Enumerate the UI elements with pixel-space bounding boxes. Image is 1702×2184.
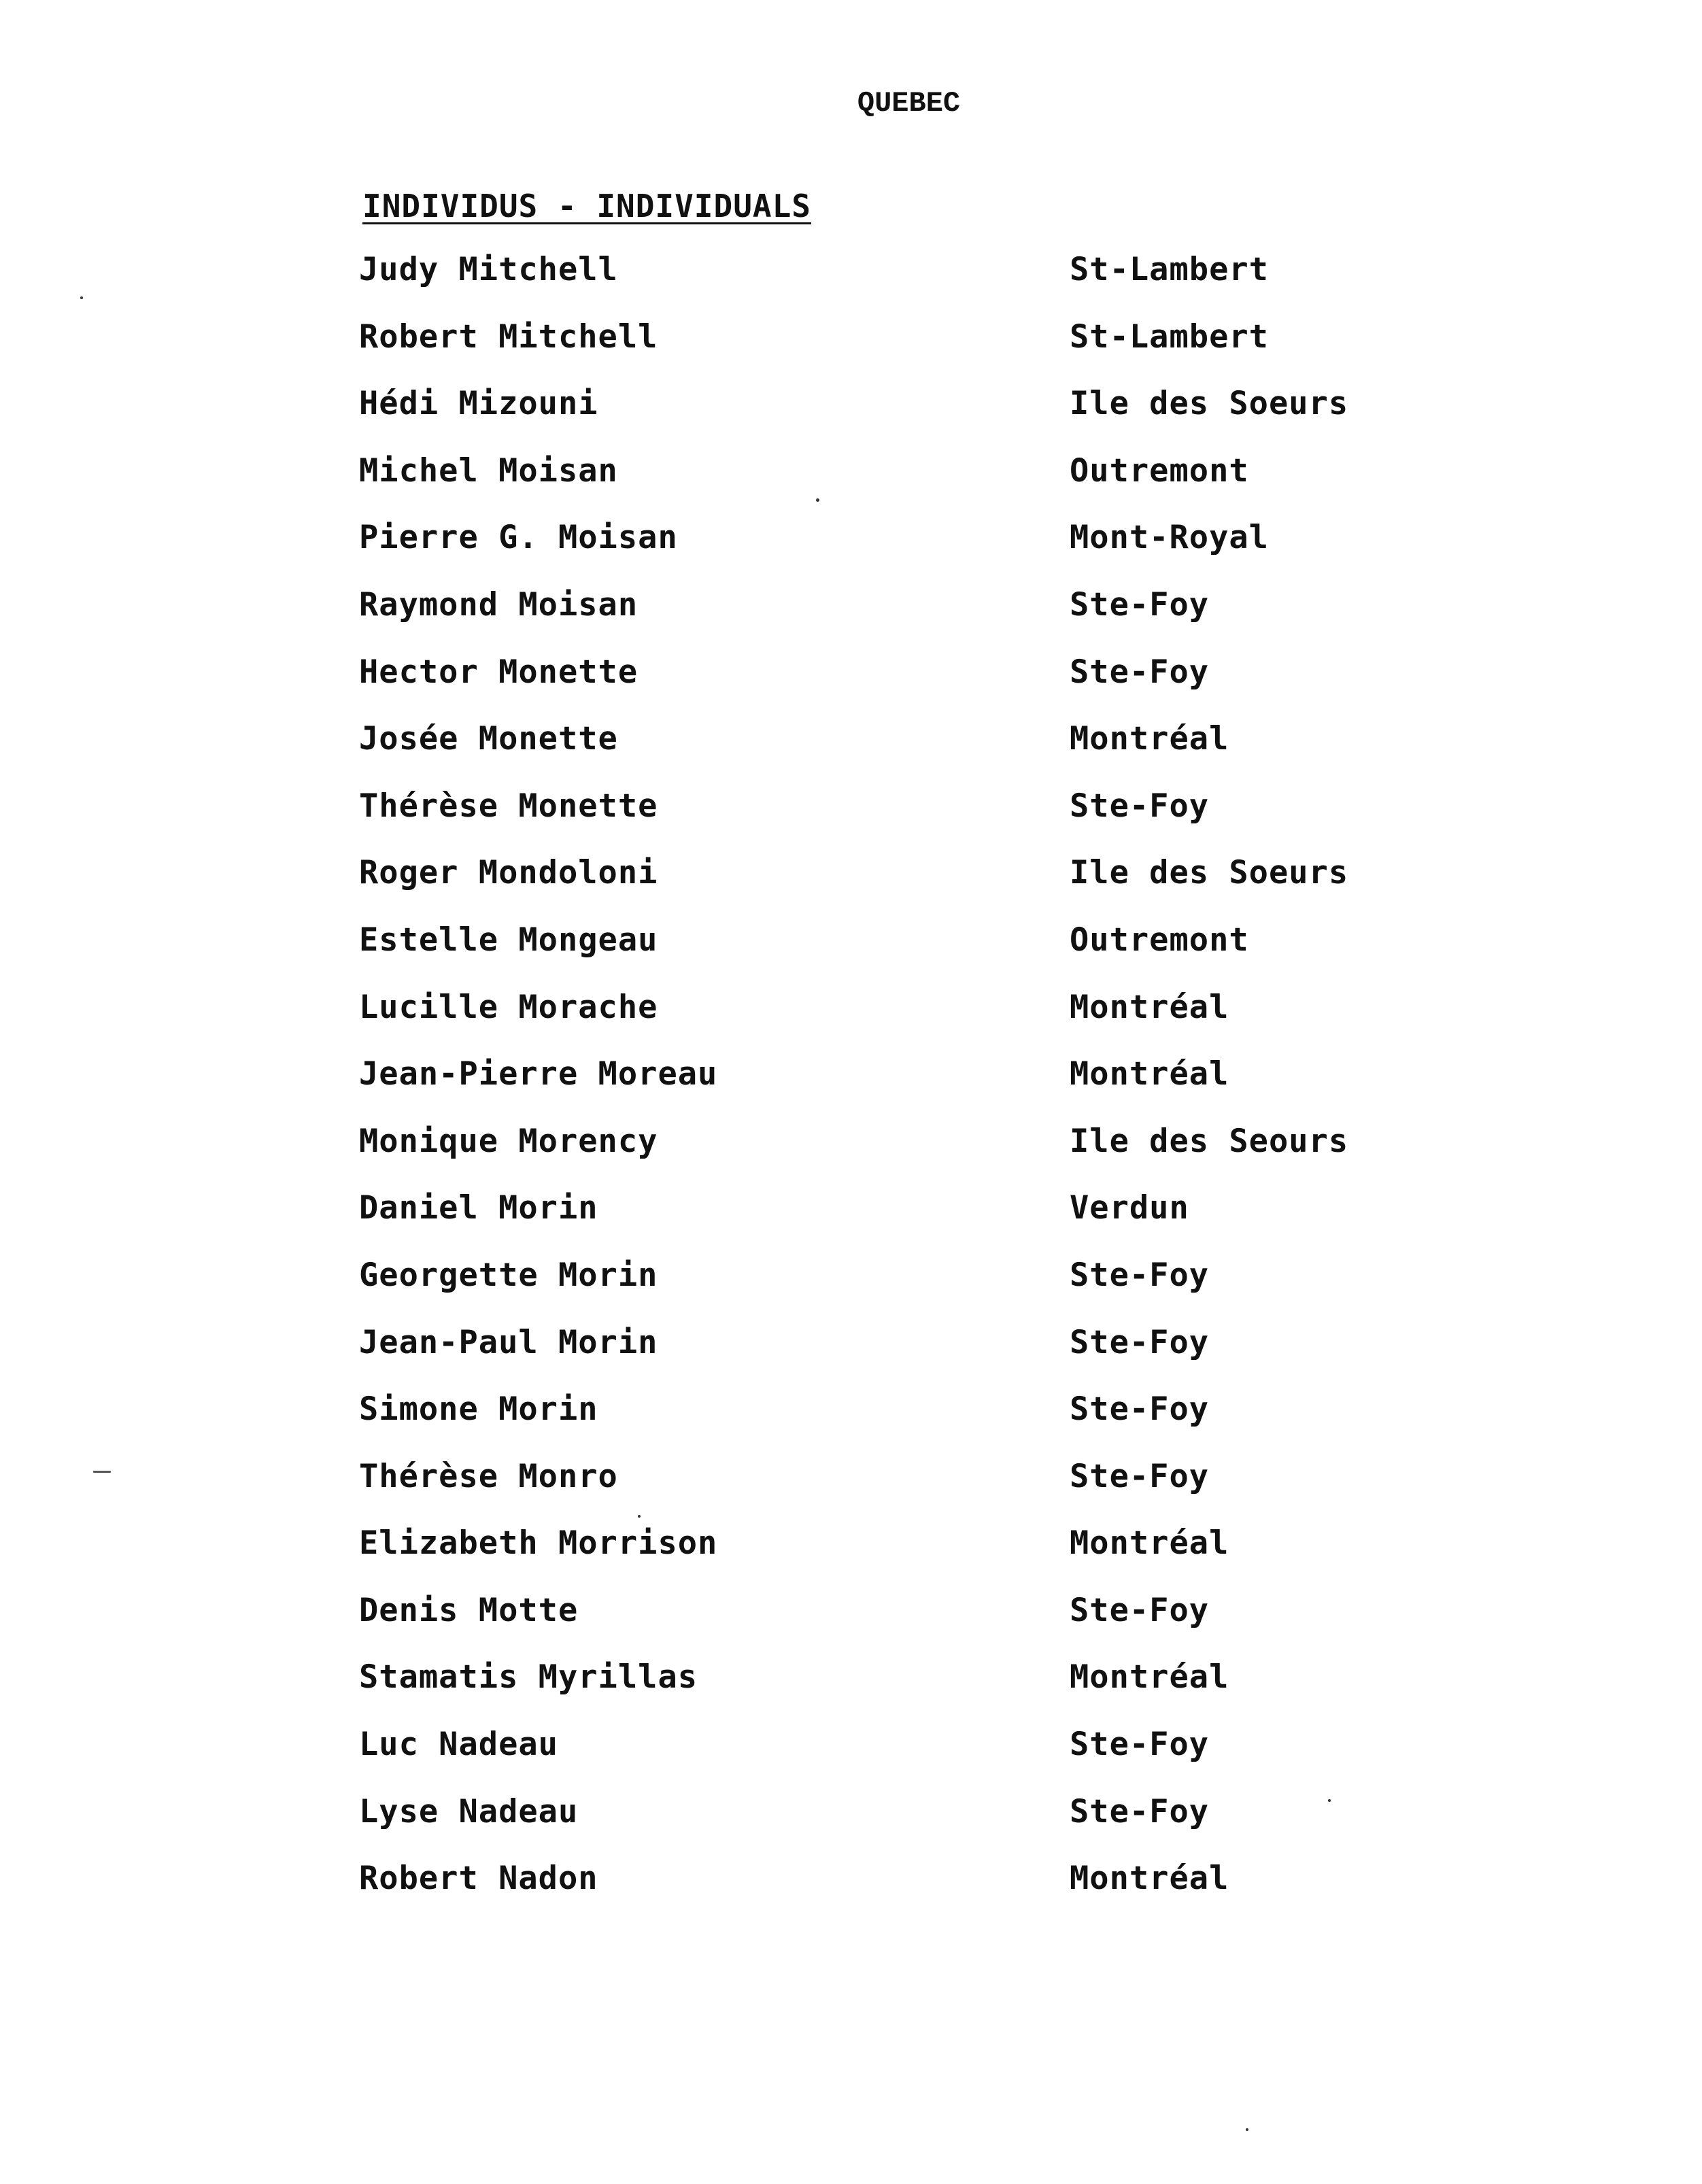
individual-city: Ste-Foy bbox=[1070, 1726, 1210, 1764]
list-item bbox=[0, 385, 1702, 452]
list-item bbox=[0, 1390, 1702, 1458]
list-item bbox=[0, 1793, 1702, 1860]
individual-city: Montréal bbox=[1070, 1524, 1229, 1563]
individual-city: St-Lambert bbox=[1070, 318, 1269, 356]
list-item bbox=[0, 1458, 1702, 1525]
individual-city: Montréal bbox=[1070, 720, 1229, 758]
list-item bbox=[0, 921, 1702, 989]
individual-name: Pierre G. Moisan bbox=[359, 519, 678, 557]
scan-speck bbox=[638, 1515, 641, 1518]
individual-city: Montréal bbox=[1070, 1055, 1229, 1093]
individual-city: Montréal bbox=[1070, 1860, 1229, 1898]
individual-city: Ste-Foy bbox=[1070, 653, 1210, 691]
list-item bbox=[0, 586, 1702, 653]
individual-name: Estelle Mongeau bbox=[359, 921, 658, 959]
individual-name: Stamatis Myrillas bbox=[359, 1658, 698, 1696]
individual-city: Montréal bbox=[1070, 988, 1229, 1026]
individual-name: Robert Nadon bbox=[359, 1860, 598, 1898]
list-item bbox=[0, 1123, 1702, 1190]
individual-name: Denis Motte bbox=[359, 1591, 579, 1629]
individual-city: Ste-Foy bbox=[1070, 787, 1210, 825]
list-item bbox=[0, 787, 1702, 855]
list-item bbox=[0, 251, 1702, 318]
scan-speck bbox=[80, 296, 83, 299]
list-item bbox=[0, 1658, 1702, 1726]
individual-city: Ste-Foy bbox=[1070, 1591, 1210, 1629]
individual-city: Ste-Foy bbox=[1070, 1390, 1210, 1429]
list-item bbox=[0, 720, 1702, 787]
individual-city: St-Lambert bbox=[1070, 251, 1269, 288]
individuals-list bbox=[0, 251, 1702, 1927]
individual-city: Ste-Foy bbox=[1070, 1457, 1210, 1495]
individual-name: Roger Mondoloni bbox=[359, 854, 658, 892]
list-item bbox=[0, 854, 1702, 921]
individual-name: Jean-Paul Morin bbox=[359, 1323, 658, 1361]
individual-name: Georgette Morin bbox=[359, 1256, 658, 1294]
individual-name: Thérèse Monro bbox=[359, 1457, 618, 1495]
individual-name: Monique Morency bbox=[359, 1122, 658, 1160]
list-item bbox=[0, 1189, 1702, 1257]
list-item bbox=[0, 989, 1702, 1056]
individual-name: Jean-Pierre Moreau bbox=[359, 1055, 718, 1093]
list-item bbox=[0, 1860, 1702, 1927]
individual-name: Raymond Moisan bbox=[359, 585, 639, 624]
page-title: QUEBEC bbox=[857, 87, 961, 120]
individual-city: Verdun bbox=[1070, 1189, 1189, 1227]
individual-city: Ste-Foy bbox=[1070, 585, 1210, 624]
list-item bbox=[0, 519, 1702, 586]
individual-name: Lyse Nadeau bbox=[359, 1792, 579, 1830]
individual-city: Ste-Foy bbox=[1070, 1792, 1210, 1830]
list-item bbox=[0, 653, 1702, 721]
scan-dash bbox=[93, 1471, 111, 1473]
individual-name: Hector Monette bbox=[359, 653, 639, 691]
individual-city: Ste-Foy bbox=[1070, 1323, 1210, 1361]
section-heading: INDIVIDUS - INDIVIDUALS bbox=[362, 188, 811, 224]
scan-speck bbox=[1246, 2128, 1248, 2131]
individual-city: Ste-Foy bbox=[1070, 1256, 1210, 1294]
list-item bbox=[0, 1055, 1702, 1123]
individual-name: Luc Nadeau bbox=[359, 1726, 558, 1764]
individual-name: Elizabeth Morrison bbox=[359, 1524, 718, 1563]
individual-name: Daniel Morin bbox=[359, 1189, 598, 1227]
individual-name: Josée Monette bbox=[359, 720, 618, 758]
list-item bbox=[0, 1592, 1702, 1659]
list-item bbox=[0, 1726, 1702, 1793]
list-item bbox=[0, 1524, 1702, 1592]
individual-name: Judy Mitchell bbox=[359, 251, 618, 288]
individual-city: Outremont bbox=[1070, 451, 1249, 490]
individual-city: Ile des Soeurs bbox=[1070, 854, 1349, 892]
individual-name: Robert Mitchell bbox=[359, 318, 658, 356]
individual-name: Hédi Mizouni bbox=[359, 385, 598, 423]
individual-city: Montréal bbox=[1070, 1658, 1229, 1696]
list-item bbox=[0, 318, 1702, 386]
list-item bbox=[0, 1257, 1702, 1324]
list-item bbox=[0, 1324, 1702, 1391]
individual-city: Ile des Soeurs bbox=[1070, 385, 1349, 423]
individual-city: Outremont bbox=[1070, 921, 1249, 959]
individual-name: Thérèse Monette bbox=[359, 787, 658, 825]
list-item bbox=[0, 452, 1702, 519]
individual-name: Michel Moisan bbox=[359, 451, 618, 490]
scan-speck bbox=[1328, 1799, 1331, 1802]
individual-name: Simone Morin bbox=[359, 1390, 598, 1429]
individual-name: Lucille Morache bbox=[359, 988, 658, 1026]
individual-city: Ile des Seours bbox=[1070, 1122, 1349, 1160]
scan-speck bbox=[816, 498, 819, 502]
individual-city: Mont-Royal bbox=[1070, 519, 1269, 557]
